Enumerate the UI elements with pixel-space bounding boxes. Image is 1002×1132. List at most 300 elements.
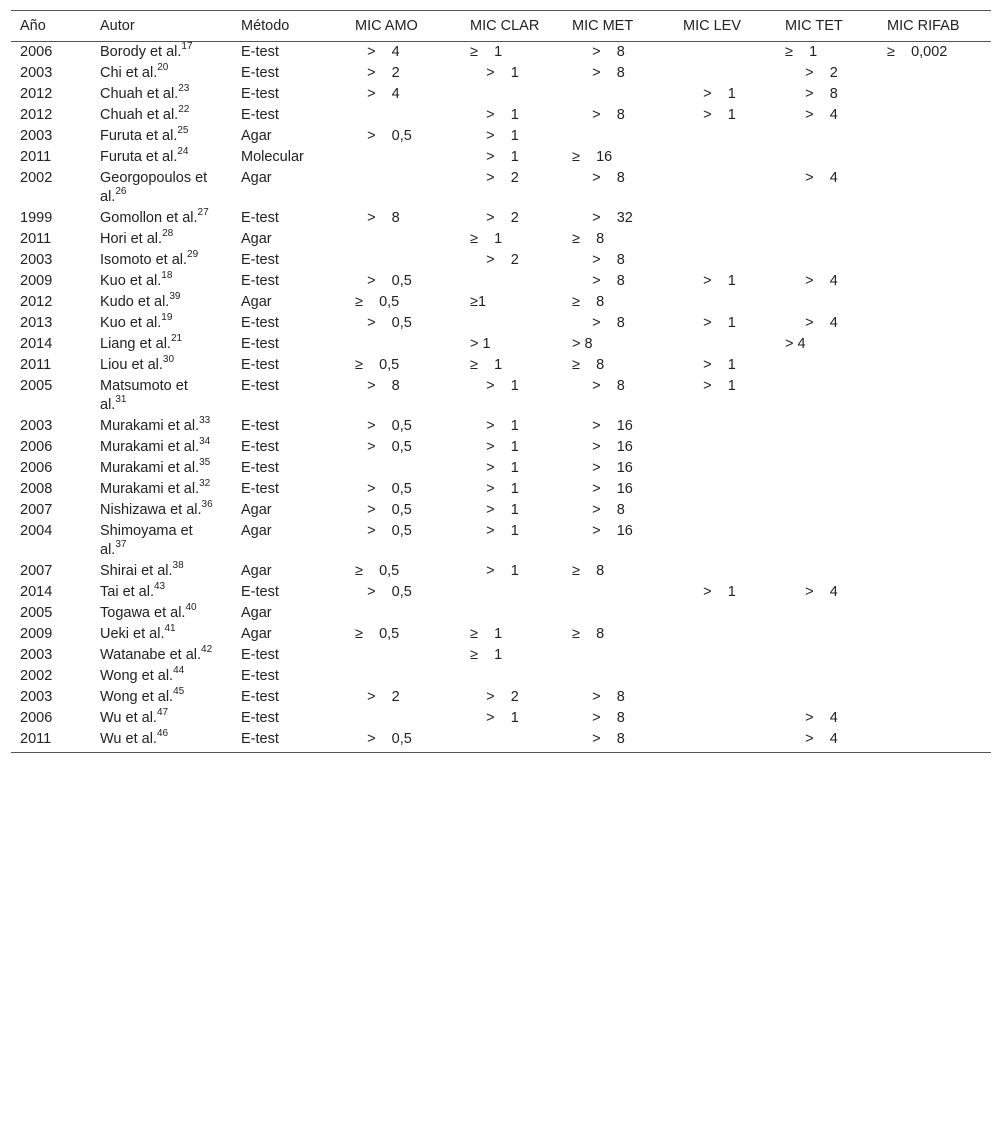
author-cell (91, 458, 232, 479)
mic-tet-cell: > 2 (785, 65, 838, 81)
mic-tet-cell (776, 355, 878, 376)
mic-tet-cell: ≥ 1 (785, 44, 818, 60)
mic-clar-cell: > 1 (470, 563, 519, 579)
reference-number: 31 (115, 394, 127, 406)
mic-clar-cell: > 1 (470, 107, 519, 123)
mic-rifab-cell (878, 84, 991, 105)
mic-met-cell (563, 603, 674, 624)
author-cell (91, 582, 232, 603)
author-name: Chuah et al. (100, 86, 179, 102)
year-cell: 2002 (20, 170, 53, 186)
method-cell: Agar (241, 523, 272, 539)
author-name: Wu et al. (100, 731, 157, 747)
mic-met-cell: ≥ 8 (572, 294, 605, 310)
reference-number: 34 (199, 436, 211, 448)
author-name: Shirai et al. (100, 563, 173, 579)
reference-number: 41 (164, 623, 176, 635)
mic-amo-cell (346, 708, 461, 729)
mic-tet-cell (776, 687, 878, 708)
author-name: Shimoyama et al. (100, 523, 193, 558)
mic-amo-cell (346, 250, 461, 271)
mic-tet-cell: > 4 (785, 584, 838, 600)
year-cell: 2005 (20, 605, 53, 621)
method-cell: E-test (241, 689, 279, 705)
mic-clar-cell: > 1 (470, 481, 519, 497)
mic-tet-cell (776, 229, 878, 250)
mic-met-cell (563, 645, 674, 666)
table-row (11, 42, 991, 64)
method-cell: E-test (241, 65, 279, 81)
mic-lev-cell: > 1 (683, 107, 736, 123)
table-row (11, 147, 991, 168)
table-row (11, 168, 991, 208)
method-cell: E-test (241, 336, 279, 352)
mic-clar-cell: > 2 (470, 689, 519, 705)
mic-rifab-cell (878, 666, 991, 687)
author-cell (91, 271, 232, 292)
mic-amo-cell: ≥ 0,5 (355, 357, 400, 373)
method-cell: E-test (241, 418, 279, 434)
mic-tet-cell (776, 624, 878, 645)
author-name: Nishizawa et al. (100, 502, 202, 518)
mic-rifab-cell (878, 645, 991, 666)
author-cell (91, 250, 232, 271)
mic-met-cell: > 16 (572, 418, 633, 434)
year-cell: 2003 (20, 252, 53, 268)
mic-met-cell: > 8 (572, 336, 593, 352)
mic-met-cell: > 8 (563, 729, 674, 753)
method-cell: Agar (241, 294, 272, 310)
author-name: Liou et al. (100, 357, 163, 373)
table-row (11, 561, 991, 582)
mic-amo-cell: > 0,5 (355, 418, 412, 434)
year-cell: 2011 (11, 729, 91, 753)
author-name: Togawa et al. (100, 605, 186, 621)
mic-amo-cell (346, 645, 461, 666)
mic-amo-cell: > 0,5 (355, 481, 412, 497)
mic-clar-cell: ≥ 1 (470, 357, 503, 373)
table-row (11, 416, 991, 437)
table-row (11, 645, 991, 666)
mic-clar-cell (461, 84, 563, 105)
author-cell (91, 168, 232, 208)
reference-number: 36 (201, 499, 213, 511)
reference-number: 24 (177, 146, 189, 158)
table-row (11, 84, 991, 105)
mic-clar-cell: > 1 (470, 418, 519, 434)
mic-met-cell: > 32 (572, 210, 633, 226)
author-cell (91, 708, 232, 729)
mic-clar-cell: > 1 (470, 439, 519, 455)
mic-amo-cell (346, 229, 461, 250)
mic-clar-cell (461, 313, 563, 334)
author-cell (91, 687, 232, 708)
reference-number: 29 (187, 249, 199, 261)
mic-clar-cell: > 1 (470, 149, 519, 165)
reference-number: 27 (197, 207, 209, 219)
year-cell: 2007 (20, 563, 53, 579)
year-cell: 2012 (20, 107, 53, 123)
mic-tet-cell (776, 521, 878, 561)
mic-rifab-cell (878, 458, 991, 479)
mic-tet-cell: > 4 (785, 170, 838, 186)
mic-met-cell: ≥ 16 (572, 149, 613, 165)
table-row (11, 437, 991, 458)
reference-number: 23 (178, 83, 190, 95)
reference-number: 32 (199, 478, 211, 490)
header-mic-lev: MIC LEV (674, 11, 776, 42)
year-cell: 2009 (20, 626, 53, 642)
author-cell (91, 105, 232, 126)
author-cell (91, 521, 232, 561)
year-cell: 2004 (20, 523, 53, 539)
mic-lev-cell (674, 603, 776, 624)
mic-clar-cell: > 1 (470, 710, 519, 726)
table-row (11, 687, 991, 708)
mic-amo-cell: > 4 (355, 44, 400, 60)
mic-met-cell: > 16 (572, 460, 633, 476)
mic-clar-cell (461, 582, 563, 603)
mic-lev-cell (674, 624, 776, 645)
mic-lev-cell (674, 334, 776, 355)
reference-number: 45 (173, 686, 185, 698)
table-row (11, 376, 991, 416)
mic-tet-cell: > 4 (785, 273, 838, 289)
year-cell: 2014 (20, 584, 53, 600)
mic-clar-cell: > 2 (470, 170, 519, 186)
mic-amo-cell (346, 458, 461, 479)
author-name: Hori et al. (100, 231, 163, 247)
mic-tet-cell (776, 458, 878, 479)
author-cell (91, 313, 232, 334)
reference-number: 46 (156, 728, 169, 740)
mic-rifab-cell (878, 63, 991, 84)
table-row (11, 63, 991, 84)
mic-rifab-cell (878, 334, 991, 355)
table-row (11, 208, 991, 229)
method-cell: E-test (241, 647, 279, 663)
mic-clar-cell: > 1 (470, 502, 519, 518)
author-cell (91, 126, 232, 147)
author-cell (91, 42, 232, 64)
method-cell: Agar (241, 128, 272, 144)
mic-met-cell: ≥ 8 (572, 357, 605, 373)
method-cell: Agar (241, 502, 272, 518)
mic-met-cell: > 8 (572, 315, 625, 331)
author-cell (91, 729, 232, 753)
mic-lev-cell (674, 63, 776, 84)
mic-rifab-cell (878, 708, 991, 729)
table-row (11, 355, 991, 376)
mic-clar-cell: > 1 (470, 336, 491, 352)
author-name: Kuo et al. (100, 315, 162, 331)
mic-rifab-cell (878, 479, 991, 500)
method-cell: E-test (241, 44, 279, 60)
year-cell: 2014 (20, 336, 53, 352)
author-cell (91, 416, 232, 437)
mic-lev-cell (674, 666, 776, 687)
author-name: Liang et al. (100, 336, 171, 352)
mic-lev-cell (674, 479, 776, 500)
year-cell: 2003 (20, 689, 53, 705)
author-cell (91, 229, 232, 250)
author-cell (91, 84, 232, 105)
mic-clar-cell: ≥ 1 (470, 44, 503, 60)
mic-rifab-cell (878, 271, 991, 292)
mic-clar-cell: > 1 (470, 65, 519, 81)
method-cell: Agar (241, 231, 272, 247)
reference-number: 20 (157, 62, 169, 74)
mic-met-cell: > 8 (572, 273, 625, 289)
mic-lev-cell (674, 708, 776, 729)
mic-lev-cell: > 1 (683, 378, 736, 394)
year-cell: 2006 (20, 439, 53, 455)
mic-rifab-cell (878, 582, 991, 603)
table-row (11, 729, 991, 753)
author-cell (91, 208, 232, 229)
author-name: Watanabe et al. (100, 647, 202, 663)
mic-tet-cell: > 4 (785, 107, 838, 123)
mic-tet-cell: > 4 (785, 315, 838, 331)
mic-tet-cell (776, 500, 878, 521)
reference-number: 26 (115, 186, 127, 198)
mic-rifab-cell (878, 603, 991, 624)
mic-rifab-cell (878, 126, 991, 147)
mic-clar-cell: > 1 (470, 378, 519, 394)
mic-clar-cell (461, 666, 563, 687)
author-cell (91, 500, 232, 521)
mic-lev-cell (674, 208, 776, 229)
reference-number: 17 (181, 41, 193, 53)
year-cell: 2002 (20, 668, 53, 684)
mic-rifab-cell (878, 437, 991, 458)
mic-clar-cell: > 2 (470, 252, 519, 268)
mic-met-cell: > 8 (572, 44, 625, 60)
reference-number: 37 (115, 539, 127, 551)
mic-met-cell: > 8 (572, 107, 625, 123)
method-cell: E-test (232, 729, 346, 753)
mic-rifab-cell (878, 147, 991, 168)
mic-amo-cell: > 8 (355, 378, 400, 394)
author-cell (91, 603, 232, 624)
year-cell: 2012 (20, 86, 53, 102)
table-row (11, 292, 991, 313)
author-name: Wu et al. (100, 710, 157, 726)
mic-met-cell: > 8 (572, 710, 625, 726)
reference-number: 22 (178, 104, 190, 116)
mic-rifab-cell (878, 561, 991, 582)
mic-amo-cell: > 2 (355, 65, 400, 81)
table-row (11, 624, 991, 645)
mic-lev-cell (674, 147, 776, 168)
table-row (11, 334, 991, 355)
mic-tet-cell (776, 250, 878, 271)
mic-amo-cell: > 0,5 (355, 523, 412, 539)
year-cell: 2009 (20, 273, 53, 289)
mic-amo-cell: > 2 (355, 689, 400, 705)
method-cell: E-test (241, 357, 279, 373)
author-name: Furuta et al. (100, 128, 178, 144)
header-method: Método (232, 11, 346, 42)
reference-number: 47 (156, 707, 169, 719)
method-cell: E-test (241, 273, 279, 289)
method-cell: E-test (241, 481, 279, 497)
method-cell: Agar (241, 626, 272, 642)
mic-rifab-cell (878, 105, 991, 126)
table-row (11, 105, 991, 126)
mic-amo-cell: > 8 (355, 210, 400, 226)
author-name: Kudo et al. (100, 294, 170, 310)
author-name: Isomoto et al. (100, 252, 188, 268)
mic-rifab-cell (878, 376, 991, 416)
mic-tet-cell: > 4 (785, 336, 806, 352)
mic-tet-cell: > 4 (776, 729, 878, 753)
mic-clar-cell: > 1 (470, 523, 519, 539)
method-cell: Agar (241, 605, 272, 621)
mic-lev-cell (674, 458, 776, 479)
year-cell: 2012 (20, 294, 53, 310)
mic-clar-cell: > 2 (470, 210, 519, 226)
author-name: Wong et al. (100, 689, 174, 705)
year-cell: 2005 (20, 378, 53, 394)
mic-met-cell: > 8 (572, 252, 625, 268)
mic-clar-cell: ≥ 1 (470, 647, 503, 663)
mic-rifab-cell (878, 208, 991, 229)
mic-lev-cell (674, 645, 776, 666)
method-cell: E-test (241, 439, 279, 455)
mic-lev-cell (674, 500, 776, 521)
mic-tet-cell (776, 147, 878, 168)
table-row (11, 126, 991, 147)
mic-met-cell: > 8 (572, 378, 625, 394)
header-mic-rifab: MIC RIFAB (878, 11, 991, 42)
mic-tet-cell (776, 561, 878, 582)
reference-number: 18 (161, 270, 173, 282)
reference-number: 43 (154, 581, 166, 593)
mic-rifab-cell (878, 624, 991, 645)
year-cell: 2003 (20, 418, 53, 434)
table-row (11, 479, 991, 500)
method-cell: Molecular (241, 149, 304, 165)
table-row (11, 458, 991, 479)
author-name: Murakami et al. (100, 418, 200, 434)
author-name: Matsumoto et al. (100, 378, 188, 413)
author-name: Murakami et al. (100, 481, 200, 497)
header-mic-met: MIC MET (563, 11, 674, 42)
mic-lev-cell: > 1 (683, 315, 736, 331)
year-cell: 2011 (20, 357, 52, 373)
mic-lev-cell (674, 687, 776, 708)
mic-tet-cell (776, 416, 878, 437)
method-cell: E-test (241, 252, 279, 268)
mic-rifab-cell (878, 313, 991, 334)
mic-clar-cell: ≥ 1 (470, 626, 503, 642)
author-name: Georgopoulos et al. (100, 170, 208, 205)
year-cell: 2011 (20, 231, 52, 247)
method-cell: Agar (241, 563, 272, 579)
year-cell: 1999 (20, 210, 53, 226)
mic-rifab-cell (878, 416, 991, 437)
mic-lev-cell (674, 416, 776, 437)
mic-lev-cell: > 1 (683, 273, 736, 289)
mic-clar-cell: ≥1 (470, 294, 487, 310)
author-cell (91, 292, 232, 313)
year-cell: 2003 (20, 65, 53, 81)
mic-met-cell (563, 582, 674, 603)
mic-met-cell: ≥ 8 (572, 231, 605, 247)
author-name: Wong et al. (100, 668, 174, 684)
mic-amo-cell (346, 603, 461, 624)
table-row (11, 500, 991, 521)
year-cell: 2006 (20, 44, 53, 60)
author-cell (91, 479, 232, 500)
header-author: Autor (91, 11, 232, 42)
mic-lev-cell (674, 561, 776, 582)
method-cell: E-test (241, 584, 279, 600)
author-cell (91, 355, 232, 376)
author-cell (91, 437, 232, 458)
mic-tet-cell (776, 645, 878, 666)
reference-number: 35 (199, 457, 211, 469)
mic-tet-cell: > 8 (785, 86, 838, 102)
table-row (11, 666, 991, 687)
mic-met-cell: > 8 (572, 65, 625, 81)
header-mic-tet: MIC TET (776, 11, 878, 42)
author-name: Kuo et al. (100, 273, 162, 289)
mic-tet-cell (776, 437, 878, 458)
mic-clar-cell (461, 729, 563, 753)
method-cell: E-test (241, 107, 279, 123)
table-row (11, 250, 991, 271)
method-cell: E-test (241, 86, 279, 102)
reference-number: 21 (170, 333, 183, 345)
author-cell (91, 63, 232, 84)
mic-amo-cell: > 0,5 (355, 584, 412, 600)
header-mic-clar: MIC CLAR (461, 11, 563, 42)
mic-tet-cell (776, 376, 878, 416)
mic-amo-cell: > 0,5 (355, 502, 412, 518)
method-cell: E-test (241, 710, 279, 726)
author-name: Ueki et al. (100, 626, 165, 642)
method-cell: E-test (241, 210, 279, 226)
reference-number: 28 (162, 228, 174, 240)
mic-lev-cell: > 1 (683, 584, 736, 600)
year-cell: 2006 (20, 460, 53, 476)
mic-lev-cell (674, 168, 776, 208)
reference-number: 30 (162, 354, 175, 366)
author-name: Murakami et al. (100, 460, 200, 476)
mic-rifab-cell (878, 229, 991, 250)
mic-lev-cell (674, 126, 776, 147)
mic-rifab-cell (878, 521, 991, 561)
mic-lev-cell (674, 521, 776, 561)
mic-rifab-cell (878, 168, 991, 208)
author-name: Borody et al. (100, 44, 182, 60)
mic-rifab-cell (878, 292, 991, 313)
author-cell (91, 147, 232, 168)
table-body (11, 42, 991, 753)
reference-number: 42 (201, 644, 213, 656)
mic-met-cell: ≥ 8 (572, 563, 605, 579)
mic-tet-cell (776, 292, 878, 313)
mic-met-cell: > 8 (572, 502, 625, 518)
mic-amo-cell (346, 334, 461, 355)
mic-table-container (11, 10, 991, 753)
mic-lev-cell: > 1 (683, 86, 736, 102)
mic-amo-cell (346, 666, 461, 687)
mic-tet-cell (776, 126, 878, 147)
reference-number: 38 (172, 560, 184, 572)
